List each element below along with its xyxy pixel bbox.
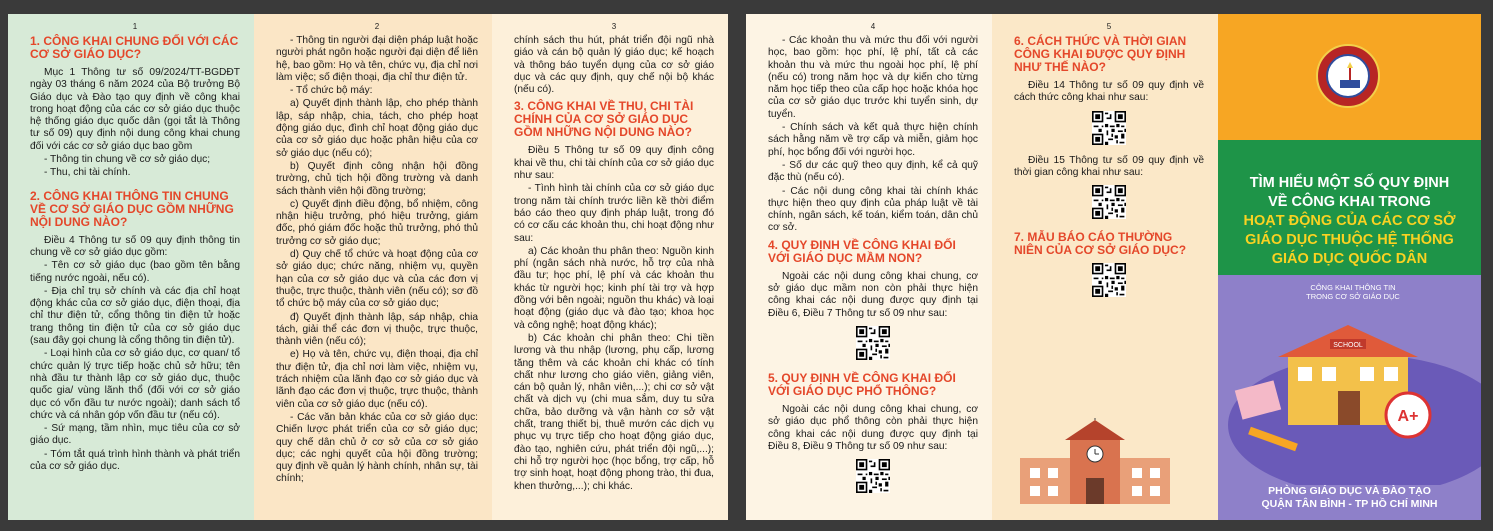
paragraph: - Các nội dung công khai tài chính khác thực hiện theo quy định của pháp luật về tài chính, ngân sách, kế toán, kiểm toán, dân chủ cơ sở. [768,185,978,234]
panel-5-text [1014,80,1204,105]
section-heading-4: 4. QUY ĐỊNH VỀ CÔNG KHAI ĐỐI VỚI GIÁO DỤC MẦM NON? [768,237,956,265]
paragraph: Điều 15 Thông tư số 09 quy định về thời gian công khai như sau: [1014,154,1204,178]
qr-code-icon[interactable] [856,326,890,360]
cover-panel [1218,14,1481,520]
panel-2 [254,14,492,520]
paragraph: b) Quyết định công nhận hội đồng trường, chủ tịch hội đồng trường và danh sách thành viên hội đồng trường; [276,160,478,197]
school-sign-text: SCHOOL [1333,342,1363,349]
paragraph: - Tên cơ sở giáo dục (bao gồm tên bằng tiếng nước ngoài, nếu có). [30,260,240,284]
paragraph: đ) Quyết định thành lập, sáp nhập, chia tách, giải thể các đơn vị thuộc, trực thuộc, thành viên (nếu có); [276,311,478,348]
paragraph: Mục 1 Thông tư số 09/2024/TT-BGDĐT ngày 03 tháng 6 năm 2024 của Bộ trưởng Bộ Giáo dục và Đào tạo quy định về công khai trong hoạt động của các cơ sở giáo dục thuộc hệ thống giáo dục quốc dân (gọi tắt là Thông tư số 09) quy định nội dung công khai chung đối với các cơ sở giáo dục bao gồm [30,67,240,152]
paragraph: Ngoài các nội dung công khai chung, cơ sở giáo dục mầm non còn phải thực hiện công khai các nội dung được quy định tại Điều 6, Điều 7 Thông tư số 09 như sau: [768,270,978,319]
paragraph: Điều 14 Thông tư số 09 quy định về cách thức công khai như sau: [1014,80,1204,104]
panel-1-text-2 [30,235,240,474]
book-pen-icon [1328,56,1372,100]
publisher-line: PHÒNG GIÁO DỤC VÀ ĐÀO TẠO [1268,485,1431,497]
grade-text: A+ [1397,408,1419,425]
cover-subtitle-line: TRONG CƠ SỞ GIÁO DỤC [1306,292,1400,301]
qr-code-icon[interactable] [1092,185,1126,219]
cover-illustration-area [1218,275,1481,520]
paragraph: a) Các khoản thu phân theo: Nguồn kinh phí (ngân sách nhà nước, hỗ trợ của nhà đầu tư; học phí, lệ phí và các khoản thu khác từ người học; kinh phí tài trợ và hợp đồng với bên ngoài; nguồn thu khác) và loại hoạt động (giáo dục và đào tạo; khoa học và công nghệ; hoạt động khác); [514,245,714,331]
paragraph: - Thông tin chung về cơ sở giáo dục; [44,154,211,166]
panel-number: 3 [611,22,617,31]
panel-4 [746,14,992,520]
paragraph: - Thu, chi tài chính. [44,167,131,179]
paragraph: - Sứ mạng, tầm nhìn, mục tiêu của cơ sở giáo dục. [30,423,240,447]
paragraph: d) Quy chế tổ chức và hoạt động của cơ sở giáo dục; chức năng, nhiệm vụ, quyền hạn của cơ sở giáo dục và của các đơn vị thuộc, trực thuộc, thành viên (nếu có); sơ đồ tổ chức bộ máy của cơ sở giáo dục; [276,249,478,310]
paragraph: e) Họ và tên, chức vụ, điện thoại, địa chỉ thư điện tử, địa chỉ nơi làm việc, nhiệm vụ, trách nhiệm của lãnh đạo cơ sở giáo dục và lãnh đạo các đơn vị thuộc, trực thuộc, thành viên của cơ sở giáo dục (nếu có). [276,349,478,410]
cover-title-line: TÌM HIỂU MỘT SỐ QUY ĐỊNH [1249,175,1450,191]
panel-4-text [768,35,978,235]
cover-header [1218,14,1481,140]
brochure-page-right [746,14,1481,520]
paragraph: - Địa chỉ trụ sở chính và các địa chỉ hoạt động khác của cơ sở giáo dục, điện thoại, địa chỉ thư điện tử, cổng thông tin điện tử hoặc trang thông tin điện tử của cơ sở giáo dục (sau đây gọi chung là cổng thông tin điện tử). [30,285,240,347]
panel-number: 2 [374,22,380,31]
section-heading-5: 5. QUY ĐỊNH VỀ CÔNG KHAI ĐỐI VỚI GIÁO DỤC PHỔ THÔNG? [768,370,956,398]
panel-number: 5 [1106,22,1112,31]
section-heading-3: 3. CÔNG KHAI VỀ THU, CHI TÀI CHÍNH CỦA CƠ SỞ GIÁO DỤC GỒM NHỮNG NỘI DUNG NÀO? [514,99,694,140]
brochure-page-left [8,14,728,520]
paragraph: c) Quyết định điều động, bổ nhiệm, công nhận hiệu trưởng, phó hiệu trưởng, giám đốc, phó giám đốc hoặc thủ trưởng, phó thủ trưởng cơ sở giáo dục; [276,198,478,247]
cover-title-line: HOẠT ĐỘNG CỦA CÁC CƠ SỞ [1243,213,1456,229]
school-illustration [1218,295,1481,485]
panel-4-text-3 [768,404,978,453]
paragraph: - Loại hình của cơ sở giáo dục, cơ quan/ tổ chức quản lý trực tiếp hoặc chủ sở hữu; tên nhà đầu tư thành lập cơ sở giáo dục, thuộc quốc gia/ vùng lãnh thổ (đối với cơ sở giáo dục có vốn đầu tư nước ngoài); danh sách tổ chức và cá nhân góp vốn đầu tư (nếu có). [30,348,240,421]
paragraph: - Chính sách và kết quả thực hiện chính sách hằng năm về trợ cấp và miễn, giảm học phí, học bổng đối với người học. [768,122,978,158]
education-emblem-icon [1316,44,1380,108]
paragraph: Điều 5 Thông tư số 09 quy định công khai về thu, chi tài chính của cơ sở giáo dục như sau: [514,145,714,182]
panel-5 [992,14,1218,520]
paragraph: - Tổ chức bộ máy: [290,85,373,97]
panel-3-text-2 [514,145,714,492]
cover-title-line: GIÁO DỤC THUỘC HỆ THỐNG [1245,232,1454,248]
cover-title-block [1218,140,1481,275]
paragraph: chính sách thu hút, phát triển đội ngũ nhà giáo và cán bộ quản lý giáo dục; kế hoạch và thông báo tuyển dụng của cơ sở giáo dục và các quy định, quy chế nội bộ khác (nếu có). [514,35,714,96]
paragraph: Điều 4 Thông tư số 09 quy định thông tin chung về cơ sở giáo dục gồm: [30,234,240,258]
section-heading-6: 6. CÁCH THỨC VÀ THỜI GIAN CÔNG KHAI ĐƯỢC QUY ĐỊNH NHƯ THẾ NÀO? [1014,34,1187,74]
panel-5-text-2 [1014,155,1204,180]
paragraph: a) Quyết định thành lập, cho phép thành lập, sáp nhập, chia, tách, cho phép hoạt động giáo dục, đình chỉ hoạt động giáo dục của cơ sở giáo dục hoặc phân hiệu của cơ sở giáo dục (nếu có); [276,98,478,159]
paragraph: b) Các khoản chi phân theo: Chi tiền lương và thu nhập (lương, phụ cấp, lương tăng thêm và các khoản chi khác có tính chất như lương cho giáo viên, giảng viên, cán bộ quản lý, nhân viên,...); chi cơ sở vật chất và dịch vụ (chi mua sắm, duy tu sửa chữa, bảo dưỡng và vận hành cơ sở vật chất, trang thiết bị, thuê mướn các dịch vụ phục vụ trực tiếp cho hoạt động giáo dục, đào tạo, nghiên cứu, phát triển đội ngũ,...); chi hỗ trợ người học (học bổng, trợ cấp, hỗ trợ sinh hoạt, hoạt động phong trào, thi đua, khen thưởng,...); chi khác. [514,332,714,492]
panel-1-text [30,67,240,180]
panel-4-text-2 [768,271,978,320]
paragraph: - Thông tin người đại diện pháp luật hoặc người phát ngôn hoặc người đại diện để liên hệ, bao gồm: Họ và tên, chức vụ, địa chỉ nơi làm việc; số điện thoại, địa chỉ thư điện tử. [276,35,478,83]
paragraph: - Tóm tắt quá trình hình thành và phát triển của cơ sở giáo dục. [30,448,240,473]
panel-3 [492,14,728,520]
section-heading-7: 7. MẪU BÁO CÁO THƯỜNG NIÊN CỦA CƠ SỞ GIÁO DỤC? [1014,230,1187,258]
panel-number: 1 [132,22,138,31]
paragraph: - Số dư các quỹ theo quy định, kể cả quỹ đặc thù (nếu có). [768,159,978,184]
paragraph: - Các văn bản khác của cơ sở giáo dục: Chiến lược phát triển của cơ sở giáo dục; quy chế dân chủ ở cơ sở của cơ sở giáo dục; các nghị quyết của hội đồng trường; quy định về quản lý hành chính, nhân sự, tài chính; [276,411,478,485]
paragraph: - Các khoản thu và mức thu đối với người học, bao gồm: học phí, lệ phí, tất cả các khoản thu và mức thu ngoài học phí, lệ phí (nếu có) trong năm học và dự kiến cho từng năm học tiếp theo của cấp học hoặc khóa học của cơ sở giáo dục trước khi tuyển sinh, dự tuyển. [768,35,978,120]
cover-title-line: VỀ CÔNG KHAI TRONG [1268,194,1431,210]
section-heading-1: 1. CÔNG KHAI CHUNG ĐỐI VỚI CÁC CƠ SỞ GIÁO DỤC? [30,34,239,61]
publisher-name [1228,485,1471,511]
cover-title-line: GIÁO DỤC QUỐC DÂN [1271,251,1428,267]
paragraph: Ngoài các nội dung công khai chung, cơ sở giáo dục phổ thông còn phải thực hiện công khai các nội dung được quy định tại Điều 8, Điều 9 Thông tư số 09 như sau: [768,403,978,452]
emblem-center [1326,54,1370,98]
qr-code-icon[interactable] [856,459,890,493]
school-building-illustration [1010,418,1190,508]
section-heading-2: 2. CÔNG KHAI THÔNG TIN CHUNG VỀ CƠ SỞ GIÁO DỤC GỒM NHỮNG NỘI DUNG NÀO? [30,188,234,229]
panel-1 [8,14,254,520]
cover-subtitle-line: CÔNG KHAI THÔNG TIN [1310,283,1396,292]
publisher-line: QUẬN TÂN BÌNH - TP HỒ CHÍ MINH [1261,498,1438,510]
panel-2-text [276,35,478,486]
qr-code-icon[interactable] [1092,111,1126,145]
qr-code-icon[interactable] [1092,263,1126,297]
paragraph: - Tình hình tài chính của cơ sở giáo dục trong năm tài chính trước liền kề thời điểm báo cáo theo quy định pháp luật, trong đó có cơ cấu các khoản thu, chi hoạt động như sau: [514,183,714,244]
panel-number: 4 [870,22,876,31]
panel-3-text [514,35,714,96]
